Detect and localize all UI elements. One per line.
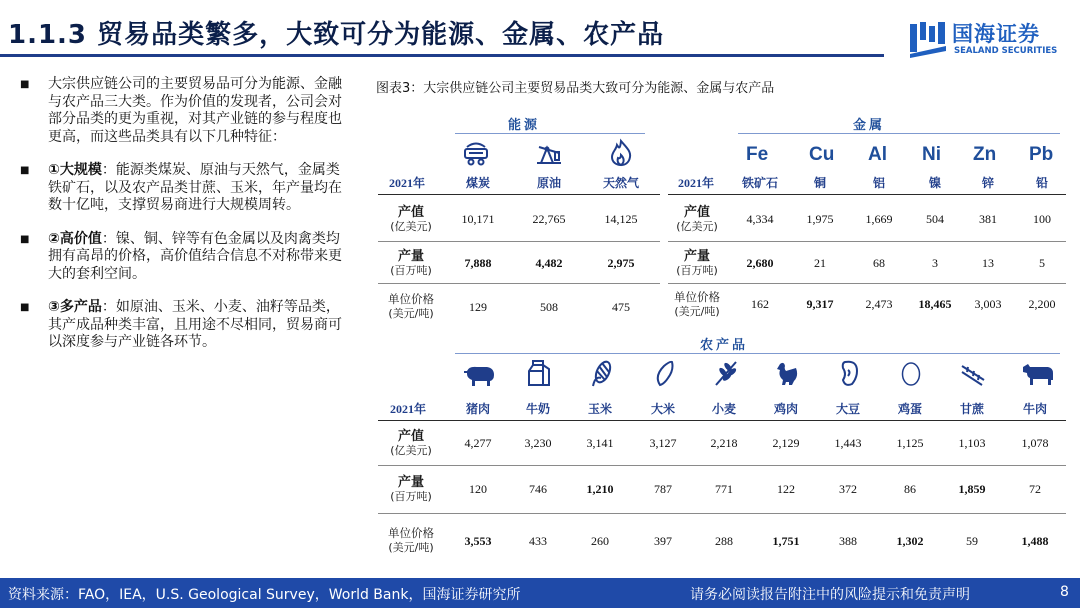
- oil-output: 4,482: [535, 256, 563, 270]
- metals-col-iron-ore: 铁矿石: [741, 176, 779, 190]
- gas-output: 2,975: [607, 256, 635, 270]
- footer-disclaimer: 请务必阅读报告附注中的风险提示和免责声明: [690, 587, 970, 603]
- bullet-scale: [18, 162, 348, 215]
- sealand-logo-icon: [908, 20, 948, 58]
- agri-row-rule: [378, 513, 1066, 514]
- rice-output: 787: [654, 482, 672, 496]
- egg-icon: [896, 358, 926, 388]
- sugarcane-icon: [958, 358, 988, 388]
- energy-row-rule: [378, 241, 660, 242]
- figure-caption: 图表3：大宗供应链公司主要贸易品类大致可分为能源、金属与农产品: [376, 81, 775, 96]
- lead-output: 5: [1039, 256, 1045, 270]
- agri-col-sugarcane: 甘蔗: [959, 402, 985, 416]
- rice-grain-icon: [650, 358, 680, 388]
- bullet-marker: ■: [20, 302, 30, 313]
- metals-col-nickel: 镍: [928, 176, 942, 190]
- energy-col-oil: 原油: [536, 176, 562, 190]
- agri-col-pork: 猪肉: [465, 402, 491, 416]
- beef-value: 1,078: [1021, 436, 1049, 450]
- aluminum-output: 68: [873, 256, 885, 270]
- pork-price: 3,553: [464, 534, 492, 548]
- metals-row-rule: [668, 283, 1066, 284]
- oil-value: 22,765: [532, 212, 566, 226]
- bullet-list: [18, 76, 348, 368]
- metals-row-label-output: 产量 (百万吨): [676, 249, 718, 277]
- soybean-icon: [835, 358, 865, 388]
- nickel-value: 504: [926, 212, 944, 226]
- energy-col-gas: 天然气: [602, 176, 640, 190]
- agri-col-beef: 牛肉: [1022, 402, 1048, 416]
- zinc-value: 381: [979, 212, 997, 226]
- logo-chinese-name: 国海证券: [952, 22, 1040, 46]
- nickel-price: 18,465: [918, 297, 952, 311]
- sugarcane-value: 1,103: [958, 436, 986, 450]
- milk-output: 746: [529, 482, 547, 496]
- logo-english-name: SEALAND SECURITIES: [954, 46, 1058, 56]
- chicken-output: 122: [777, 482, 795, 496]
- agri-row-rule: [378, 465, 1066, 466]
- agri-row-label-value: 产值 (亿美元): [390, 429, 432, 457]
- page-title: 1.1.3 贸易品类繁多，大致可分为能源、金属、农产品: [8, 20, 665, 50]
- pork-value: 4,277: [464, 436, 492, 450]
- aluminum-price: 2,473: [865, 297, 893, 311]
- bullet-intro: [18, 76, 348, 146]
- oil-price: 508: [540, 300, 558, 314]
- egg-value: 1,125: [896, 436, 924, 450]
- agri-col-egg: 鸡蛋: [897, 402, 923, 416]
- egg-output: 86: [904, 482, 916, 496]
- energy-row-label-price: 单位价格 (美元/吨): [388, 292, 434, 320]
- metals-row-label-price: 单位价格 (美元/吨): [674, 290, 720, 318]
- energy-category-line: [455, 133, 645, 134]
- aluminum-value: 1,669: [865, 212, 893, 226]
- coal-price: 129: [469, 300, 487, 314]
- cow-icon: [1020, 358, 1056, 388]
- wheat-price: 288: [715, 534, 733, 548]
- corn-icon: [587, 358, 617, 388]
- footer-source: 资料来源：FAO，IEA，U.S. Geological Survey，World Bank，国海证券研究所: [8, 587, 521, 603]
- metals-header-rule: [668, 194, 1066, 195]
- page-number: 8: [1060, 584, 1069, 600]
- bullet-heading: ③多产品: [48, 299, 102, 315]
- symbol-al: Al: [868, 144, 887, 165]
- chicken-price: 1,751: [772, 534, 800, 548]
- metals-row-rule: [668, 241, 1066, 242]
- metals-category-line: [738, 133, 1060, 134]
- chicken-value: 2,129: [772, 436, 800, 450]
- corn-price: 260: [591, 534, 609, 548]
- copper-value: 1,975: [806, 212, 834, 226]
- agri-category-line: [455, 353, 1060, 354]
- rice-price: 397: [654, 534, 672, 548]
- agri-header-rule: [378, 420, 1066, 421]
- copper-price: 9,317: [806, 297, 834, 311]
- agri-col-rice: 大米: [650, 402, 676, 416]
- sugarcane-output: 1,859: [958, 482, 986, 496]
- zinc-price: 3,003: [974, 297, 1002, 311]
- energy-year-header: 2021年: [389, 176, 426, 190]
- bullet-text: ：镍、铜、锌等有色金属以及肉禽类均拥有高昂的价格，高价值结合信息不对称带来更大的套利空间。: [48, 230, 342, 282]
- coal-cart-icon: [461, 138, 491, 168]
- wheat-value: 2,218: [710, 436, 738, 450]
- company-logo: [908, 18, 1068, 62]
- rice-value: 3,127: [649, 436, 677, 450]
- agri-col-corn: 玉米: [587, 402, 613, 416]
- symbol-pb: Pb: [1029, 144, 1054, 165]
- symbol-cu: Cu: [809, 144, 835, 165]
- energy-row-label-value: 产值 (亿美元): [390, 205, 432, 233]
- copper-output: 21: [814, 256, 826, 270]
- coal-value: 10,171: [461, 212, 495, 226]
- iron-ore-price: 162: [751, 297, 769, 311]
- agri-col-soybean: 大豆: [835, 402, 861, 416]
- soybean-value: 1,443: [834, 436, 862, 450]
- bullet-heading: ①大规模: [48, 162, 102, 178]
- bullet-heading: ②高价值: [48, 230, 102, 247]
- gas-price: 475: [612, 300, 630, 314]
- agri-year-header: 2021年: [390, 402, 427, 416]
- energy-row-rule: [378, 283, 660, 284]
- oil-pump-icon: [534, 138, 564, 168]
- milk-price: 433: [529, 534, 547, 548]
- zinc-output: 13: [982, 256, 994, 270]
- chicken-icon: [772, 358, 802, 388]
- symbol-zn: Zn: [973, 144, 997, 165]
- pig-icon: [463, 359, 497, 389]
- bullet-value: [18, 231, 348, 284]
- energy-row-label-output: 产量 (百万吨): [390, 249, 432, 277]
- metals-year-header: 2021年: [678, 176, 715, 190]
- lead-price: 2,200: [1028, 297, 1056, 311]
- energy-category-label: 能源: [508, 118, 541, 133]
- beef-price: 1,488: [1021, 534, 1049, 548]
- footer-bar: [0, 578, 1080, 608]
- agri-category-label: 农产品: [700, 338, 749, 353]
- iron-ore-output: 2,680: [746, 256, 774, 270]
- soybean-price: 388: [839, 534, 857, 548]
- coal-output: 7,888: [464, 256, 492, 270]
- metals-col-zinc: 锌: [981, 176, 995, 190]
- energy-header-rule: [378, 194, 660, 195]
- metals-row-label-value: 产值 (亿美元): [676, 205, 718, 233]
- egg-price: 1,302: [896, 534, 924, 548]
- bullet-text: ：如原油、玉米、小麦、油籽等品类，其产成品种类丰富，且用途不尽相同，贸易商可以深度参与产业链各环节。: [48, 299, 342, 350]
- iron-ore-value: 4,334: [746, 212, 774, 226]
- agri-row-label-price: 单位价格 (美元/吨): [388, 526, 434, 554]
- beef-output: 72: [1029, 482, 1041, 496]
- bullet-text: ：能源类煤炭、原油与天然气，金属类铁矿石，以及农产品类甘蔗、玉米，年产量均在数十亿吨，支撑贸易商进行大规模周转。: [48, 162, 342, 213]
- agri-col-milk: 牛奶: [525, 402, 551, 416]
- soybean-output: 372: [839, 482, 857, 496]
- metals-col-copper: 铜: [813, 176, 827, 190]
- bullet-marker: ■: [20, 165, 30, 176]
- symbol-ni: Ni: [922, 144, 941, 165]
- bullet-marker: ■: [20, 79, 30, 90]
- metals-col-lead: 铅: [1035, 176, 1049, 190]
- agri-col-wheat: 小麦: [711, 402, 737, 416]
- wheat-icon: [711, 358, 741, 388]
- corn-value: 3,141: [586, 436, 614, 450]
- agri-col-chicken: 鸡肉: [773, 402, 799, 416]
- bullet-products: [18, 299, 348, 352]
- milk-value: 3,230: [524, 436, 552, 450]
- gas-value: 14,125: [604, 212, 638, 226]
- bullet-text: 大宗供应链公司的主要贸易品可分为能源、金融与农产品三大类。作为价值的发现者，公司会对部分品类的更为重视，对其产业链的参与程度也更高，而这些品类具有以下几种特征：: [48, 76, 342, 145]
- bullet-marker: ■: [20, 233, 30, 245]
- nickel-output: 3: [932, 256, 938, 270]
- metals-category-label: 金属: [853, 118, 886, 133]
- sugarcane-price: 59: [966, 534, 978, 548]
- flame-icon: [606, 138, 636, 168]
- wheat-output: 771: [715, 482, 733, 496]
- lead-value: 100: [1033, 212, 1051, 226]
- pork-output: 120: [469, 482, 487, 496]
- milk-carton-icon: [525, 358, 555, 388]
- title-underline: [0, 54, 884, 57]
- agri-row-label-output: 产量 (百万吨): [390, 475, 432, 503]
- metals-col-aluminum: 铝: [872, 176, 886, 190]
- symbol-fe: Fe: [746, 144, 769, 165]
- energy-col-coal: 煤炭: [465, 176, 491, 190]
- corn-output: 1,210: [586, 482, 614, 496]
